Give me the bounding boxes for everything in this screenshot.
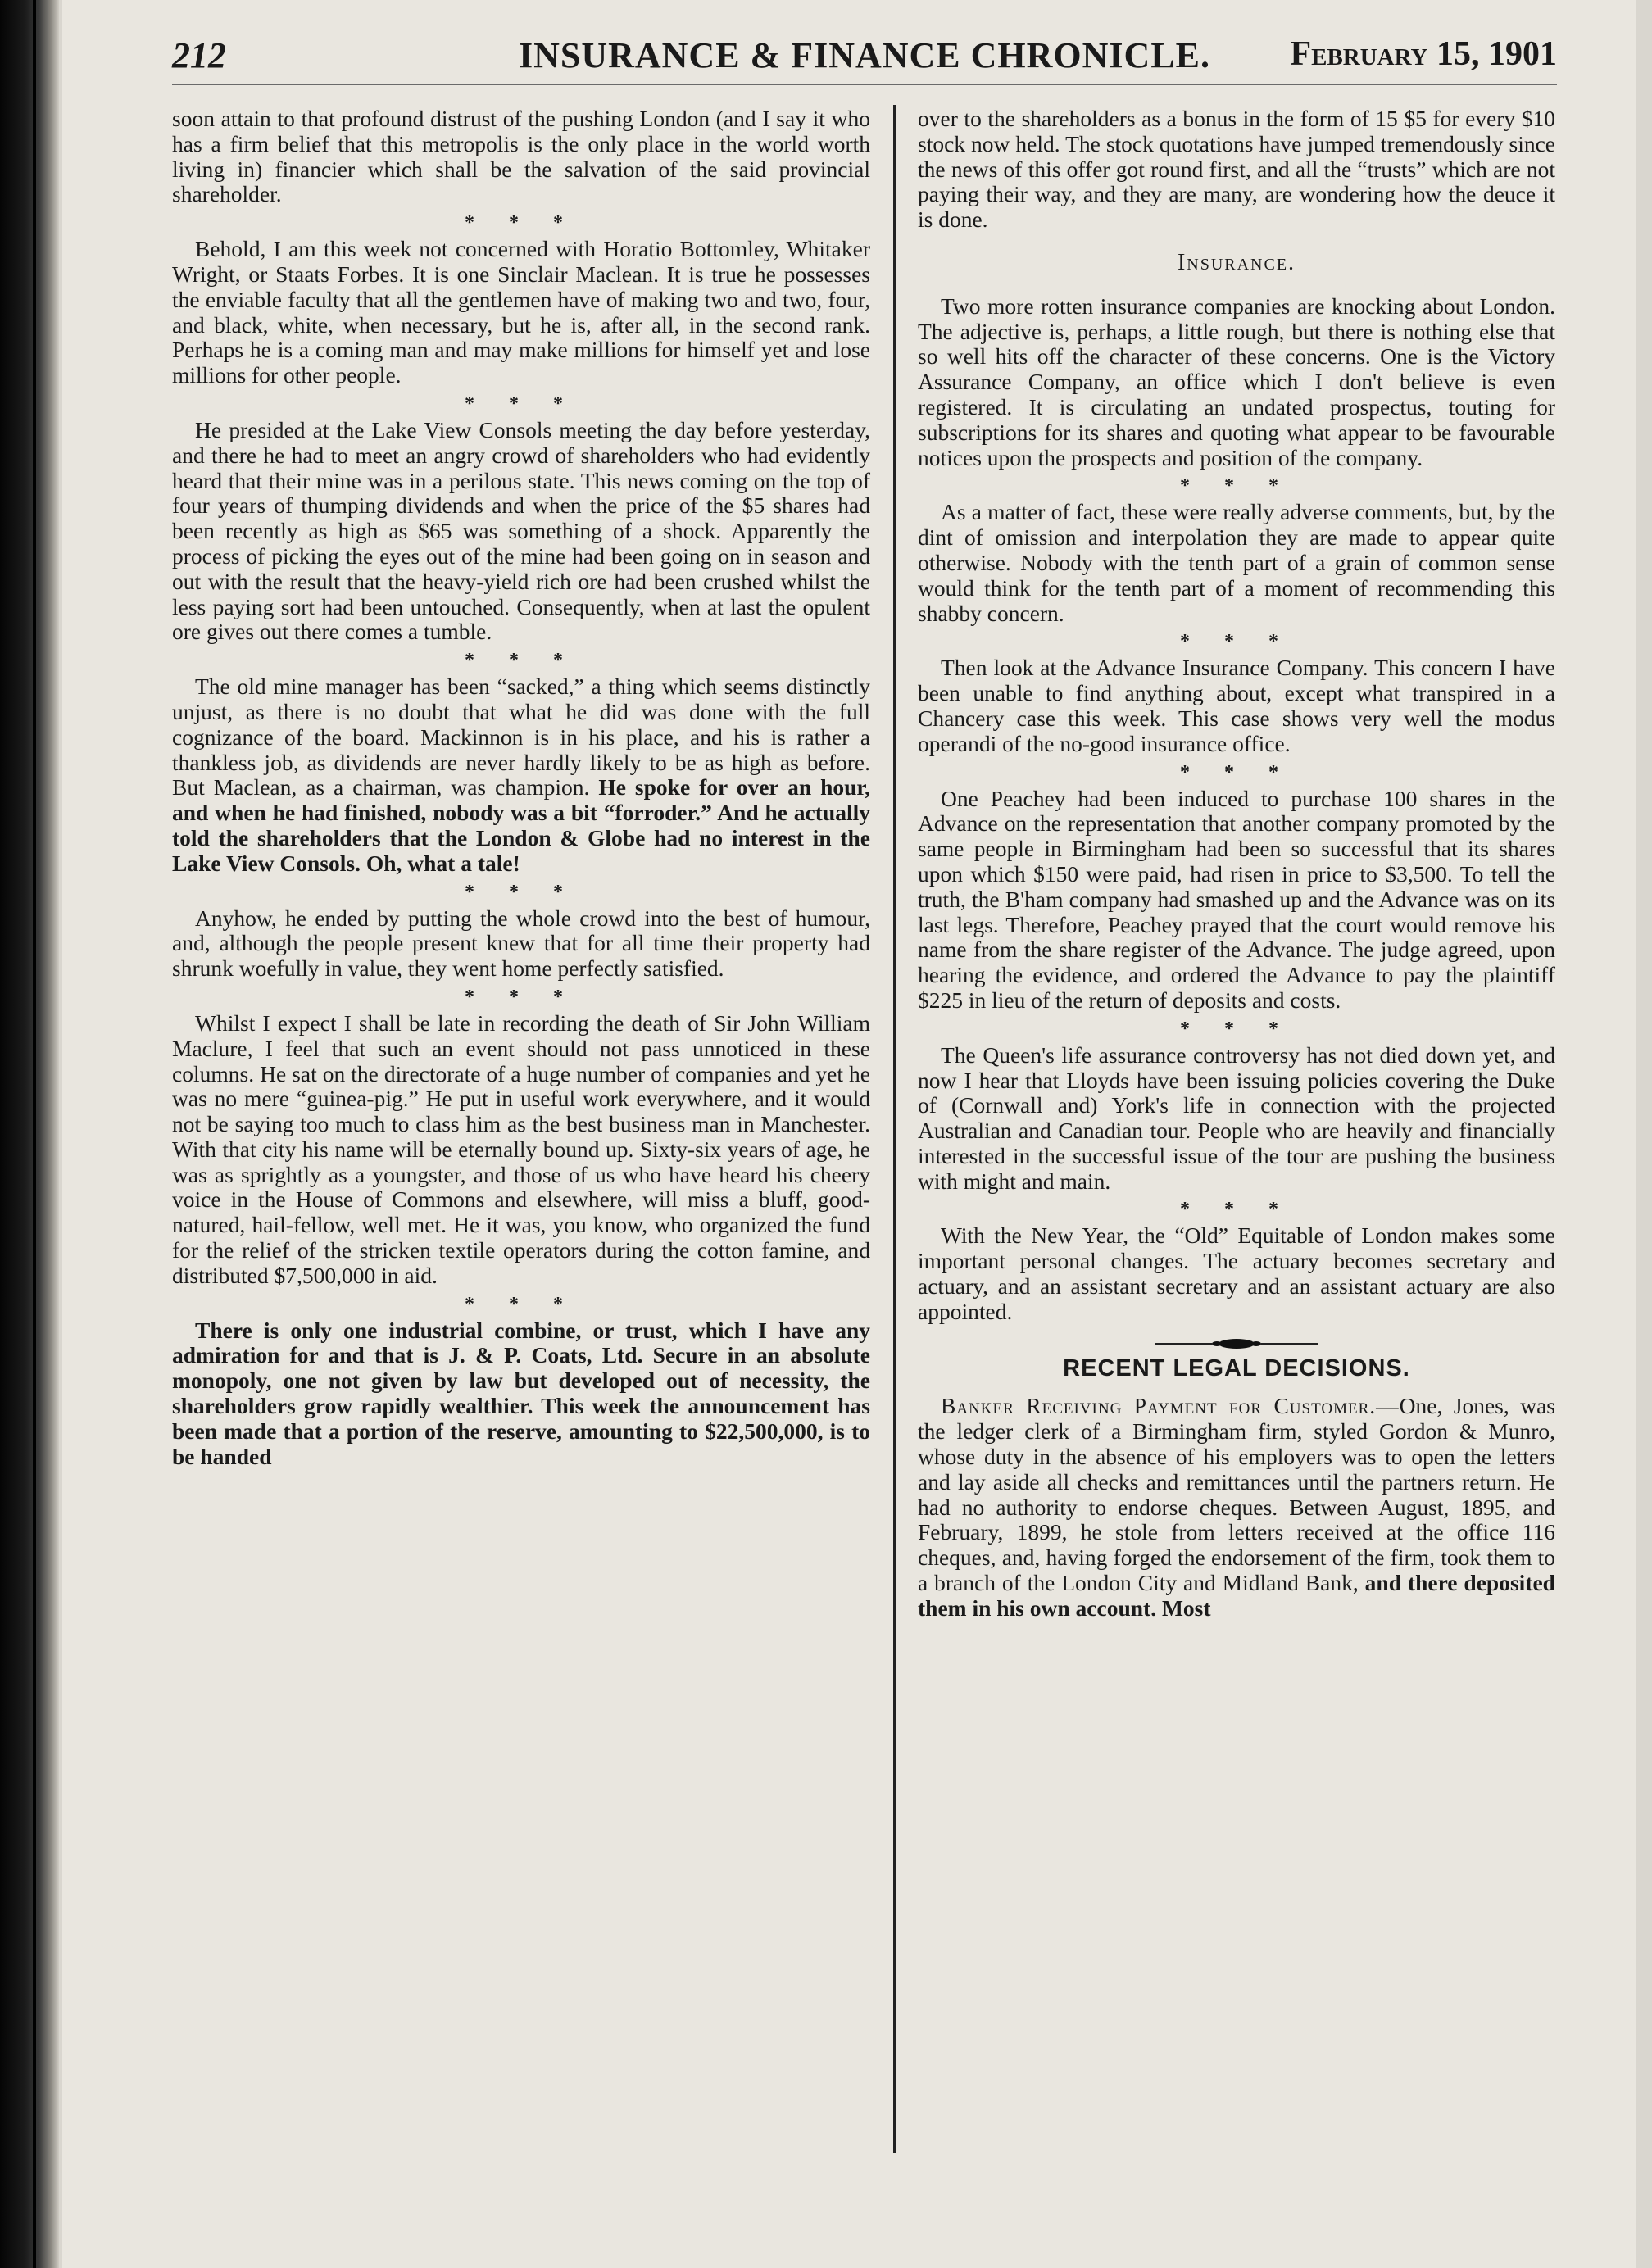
- book-binding-shadow: [0, 0, 59, 2268]
- column-divider: [893, 105, 896, 2153]
- article-paragraph: With the New Year, the “Old” Equitable of London makes some important personal changes. The actuary becomes secretary and actuary, and an assistant secretary and an assistant actuary are also appointed.: [918, 1222, 1555, 1324]
- section-separator: * * *: [1180, 631, 1293, 653]
- right-column: [918, 107, 1555, 1622]
- article-paragraph: Anyhow, he ended by putting the whole crowd into the best of humour, and, although the people present knew that for all time their property had shrunk woefully in value, they went home perfectly satisfied.: [172, 905, 870, 982]
- case-title: Banker Receiving Payment for Customer.—: [941, 1393, 1400, 1419]
- header-rule: [172, 84, 1557, 85]
- article-paragraph: There is only one industrial combine, or trust, which I have any admiration for and that is J. & P. Coats, Ltd. Secure in an absolute monopoly, one not given by law but developed out of necessity, the shareholders grow rapidly wealthier. This week the announcement has been made that a portion of the reserve, amounting to $22,500,000, is to be handed: [172, 1317, 870, 1469]
- article-paragraph: Two more rotten insurance companies are knocking about London. The adjective is, perhaps, a little rough, but there is nothing else that so well hits off the character of these concerns. One is the Victory Assurance Company, an office which I don't believe is even registered. It is circulating an undated prospectus, touting for subscriptions for its shares and quoting what appear to be favourable notices upon the prospects and position of the company.: [918, 293, 1555, 470]
- section-separator: * * *: [465, 392, 578, 415]
- paragraph-text: The old mine manager has been “sacked,” a thing which seems distinctly unjust, as there is no doubt that what he did was done with the full cognizance of the board. Mackinnon is in his place, and his is rather a thankless job, as dividends are never hardly likely to be as high as before. But Maclean, as a chairman, was champion.: [172, 674, 870, 801]
- article-paragraph: Whilst I expect I shall be late in recording the death of Sir John William Maclure, I feel that such an event should not pass unnoticed in these columns. He sat on the directorate of a huge number of companies and yet he was no mere “guinea-pig.” He put in useful work everywhere, and it would not be saying too much to class him as the best business man in Manchester. With that city his name will be eternally bound up. Sixty-six years of age, he was as sprightly as a youngster, and those of us who have heard his cheery voice in the House of Commons and elsewhere, will miss a bluff, good-natured, hail-fellow, well met. He it was, you know, who organized the fund for the relief of the stricken textile operators during the cotton famine, and distributed $7,500,000 in aid.: [172, 1009, 870, 1288]
- article-paragraph: soon attain to that profound distrust of the pushing London (and I say it who has a firm belief that this metropolis is the only place in the world worth living in) financier which shall be the salvation of the said provincial shareholder.: [172, 106, 870, 207]
- journal-title: INSURANCE & FINANCE CHRONICLE.: [518, 35, 1211, 75]
- section-separator: * * *: [1180, 1199, 1293, 1221]
- binding-edge-line: [33, 0, 36, 2268]
- page-number: 212: [172, 35, 226, 75]
- ornament-divider-icon: [1155, 1336, 1318, 1351]
- section-separator: * * *: [465, 881, 578, 903]
- page-header: [172, 31, 1557, 80]
- article-paragraph: The Queen's life assurance controversy has not died down yet, and now I hear that Lloyds have been issuing policies covering the Duke of (Cornwall and) York's life in connection with the projected Australian and Canadian tour. People who are heavily and financially interested in the successful issue of the tour are pushing the business with might and main.: [918, 1041, 1555, 1194]
- section-separator: * * *: [465, 212, 578, 234]
- paragraph-text-bold: and there deposited them in his own account. Most: [918, 1570, 1555, 1621]
- paragraph-text-bold: He spoke for over an hour, and when he had finished, nobody was a bit “forroder.” And he actually told the shareholders that the London & Globe had no interest in the Lake View Consols. Oh, what a tale!: [172, 774, 870, 876]
- issue-date: February 15, 1901: [1290, 35, 1557, 73]
- left-column: [172, 107, 870, 1469]
- section-separator: * * *: [465, 1293, 578, 1315]
- section-separator: * * *: [465, 650, 578, 672]
- article-paragraph: Then look at the Advance Insurance Company. This concern I have been unable to find anything about, except what transpired in a Chancery case this week. This case shows very well the modus operandi of the no-good insurance office.: [918, 655, 1555, 756]
- insurance-heading: Insurance.: [1177, 249, 1296, 275]
- article-paragraph: [172, 674, 870, 876]
- section-separator: * * *: [1180, 761, 1293, 783]
- section-separator: * * *: [1180, 1018, 1293, 1040]
- section-separator: * * *: [1180, 475, 1293, 497]
- legal-decisions-heading: RECENT LEGAL DECISIONS.: [1063, 1354, 1410, 1381]
- article-paragraph: Behold, I am this week not concerned with Horatio Bottomley, Whitaker Wright, or Staats Forbes. It is one Sinclair Maclean. It is true he possesses the enviable faculty that all the gentlemen have of making two and two, four, and black, white, when necessary, but he is, after all, in the second rank. Perhaps he is a coming man and may make millions for himself yet and lose millions for other people.: [172, 236, 870, 388]
- article-paragraph: He presided at the Lake View Consols meeting the day before yesterday, and there he had to meet an angry crowd of shareholders who had evidently heard that their mine was in a perilous state. This news coming on the top of four years of thumping dividends and when the price of the $5 shares had been recently as high as $65 was something of a shock. Apparently the process of picking the eyes out of the mine had been going on in season and out with the result that the heavy-yield rich ore had been crushed whilst the less paying sort had been untouched. Consequently, when at last the opulent ore gives out there comes a tumble.: [172, 416, 870, 645]
- section-separator: * * *: [465, 986, 578, 1008]
- article-paragraph: over to the shareholders as a bonus in the form of 15 $5 for every $10 stock now held. The stock quotations have jumped tremendously since the news of this offer got round first, and all the “trusts” which are not paying their way, and they are many, are wondering how the deuce it is done.: [918, 106, 1555, 233]
- article-paragraph: [918, 1394, 1555, 1621]
- article-paragraph: As a matter of fact, these were really adverse comments, but, by the dint of omission and interpolation they are made to appear quite otherwise. Nobody with the tenth part of a grain of common sense would think for the tenth part of a moment of recommending this shabby concern.: [918, 499, 1555, 626]
- article-paragraph: One Peachey had been induced to purchase 100 shares in the Advance on the representation that another company promoted by the same people in Birmingham had been so successful that its shares upon which $150 were paid, had risen in price to $3,500. To tell the truth, the B'ham company had smashed up and the Advance was on its last legs. Therefore, Peachey prayed that the court would remove his name from the share register of the Advance. The judge agreed, upon hearing the evidence, and ordered the Advance to pay the plaintiff $225 in lieu of the return of deposits and costs.: [918, 785, 1555, 1013]
- paragraph-text: One, Jones, was the ledger clerk of a Birmingham firm, styled Gordon & Munro, whose duty in the absence of his employers was to open the letters and lay aside all checks and remittances until the partners return. He had no authority to endorse cheques. Between August, 1895, and February, 1899, he stole from letters received at the office 116 cheques, and, having forged the endorsement of the firm, took them to a branch of the London City and Midland Bank,: [918, 1393, 1555, 1596]
